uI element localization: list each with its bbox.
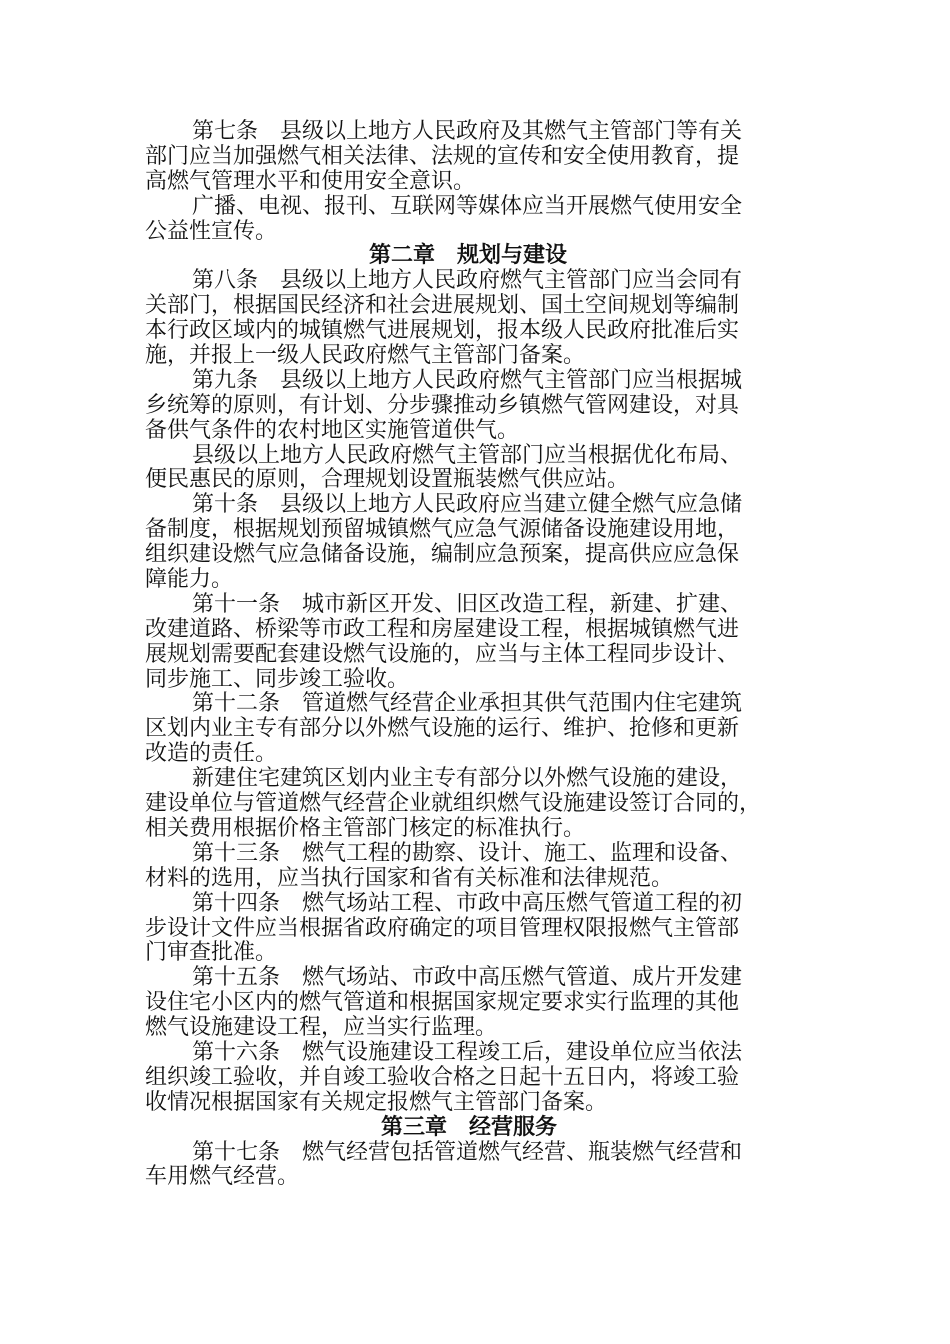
- text-line: 车用燃气经营。: [145, 1164, 300, 1190]
- text-line: 第七条 县级以上地方人民政府及其燃气主管部门等有关: [192, 119, 743, 144]
- text-line: 收情况根据国家有关规定报燃气主管部门备案。: [145, 1089, 608, 1115]
- text-line: 第八条 县级以上地方人民政府燃气主管部门应当会同有: [192, 268, 743, 294]
- text-line: 第十三条 燃气工程的勘察、设计、施工、监理和设备、: [192, 840, 743, 866]
- text-line: 展规划需要配套建设燃气设施的，应当与主体工程同步设计、: [145, 641, 740, 667]
- text-line: 第十条 县级以上地方人民政府应当建立健全燃气应急储: [192, 492, 743, 518]
- text-line: 改造的责任。: [145, 741, 278, 767]
- document-body: [145, 120, 805, 1190]
- text-line: 部门应当加强燃气相关法律、法规的宣传和安全使用教育，提: [145, 143, 740, 169]
- text-line: 第十六条 燃气设施建设工程竣工后，建设单位应当依法: [192, 1039, 743, 1065]
- text-line: 本行政区域内的城镇燃气进展规划，报本级人民政府批准后实: [145, 318, 740, 344]
- text-line: 备制度，根据规划预留城镇燃气应急气源储备设施建设用地，: [145, 517, 740, 543]
- text-line: 障能力。: [145, 567, 234, 593]
- text-line: 建设单位与管道燃气经营企业就组织燃气设施建设签订合同的，: [145, 791, 762, 817]
- text-line: 第十一条 城市新区开发、旧区改造工程，新建、扩建、: [192, 591, 743, 617]
- text-line: 相关费用根据价格主管部门核定的标准执行。: [145, 815, 586, 841]
- text-line: 改建道路、桥梁等市政工程和房屋建设工程，根据城镇燃气进: [145, 616, 740, 642]
- chapter-heading: 第二章 规划与建设: [369, 243, 568, 269]
- text-line: 设住宅小区内的燃气管道和根据国家规定要求实行监理的其他: [145, 990, 740, 1016]
- text-line: 关部门，根据国民经济和社会进展规划、国土空间规划等编制: [145, 293, 740, 319]
- text-line: 新建住宅建筑区划内业主专有部分以外燃气设施的建设，: [192, 766, 743, 792]
- text-line: 步设计文件应当根据省政府确定的项目管理权限报燃气主管部: [145, 915, 740, 941]
- text-line: 第十五条 燃气场站、市政中高压燃气管道、成片开发建: [192, 965, 743, 991]
- text-line: 广播、电视、报刊、互联网等媒体应当开展燃气使用安全: [192, 193, 743, 219]
- text-line: 高燃气管理水平和使用安全意识。: [145, 168, 476, 194]
- text-line: 区划内业主专有部分以外燃气设施的运行、维护、抢修和更新: [145, 716, 740, 742]
- text-line: 组织建设燃气应急储备设施，编制应急预案，提高供应应急保: [145, 542, 740, 568]
- text-line: 材料的选用，应当执行国家和省有关标准和法律规范。: [145, 865, 674, 891]
- chapter-heading: 第三章 经营服务: [381, 1114, 558, 1140]
- text-line: 第九条 县级以上地方人民政府燃气主管部门应当根据城: [192, 367, 743, 393]
- text-line: 组织竣工验收，并自竣工验收合格之日起十五日内，将竣工验: [145, 1064, 740, 1090]
- text-line: 第十七条 燃气经营包括管道燃气经营、瓶装燃气经营和: [192, 1139, 743, 1165]
- text-line: 县级以上地方人民政府燃气主管部门应当根据优化布局、: [192, 442, 743, 468]
- text-line: 燃气设施建设工程，应当实行监理。: [145, 1015, 498, 1041]
- text-line: 乡统筹的原则，有计划、分步骤推动乡镇燃气管网建设，对具: [145, 392, 740, 418]
- text-line: 公益性宣传。: [145, 218, 278, 244]
- text-line: 门审查批准。: [145, 940, 278, 966]
- text-line: 备供气条件的农村地区实施管道供气。: [145, 417, 520, 443]
- text-line: 第十四条 燃气场站工程、市政中高压燃气管道工程的初: [192, 890, 743, 916]
- text-line: 施，并报上一级人民政府燃气主管部门备案。: [145, 343, 586, 369]
- text-line: 同步施工、同步竣工验收。: [145, 666, 410, 692]
- text-line: 第十二条 管道燃气经营企业承担其供气范围内住宅建筑: [192, 691, 743, 717]
- text-line: 便民惠民的原则，合理规划设置瓶装燃气供应站。: [145, 467, 630, 493]
